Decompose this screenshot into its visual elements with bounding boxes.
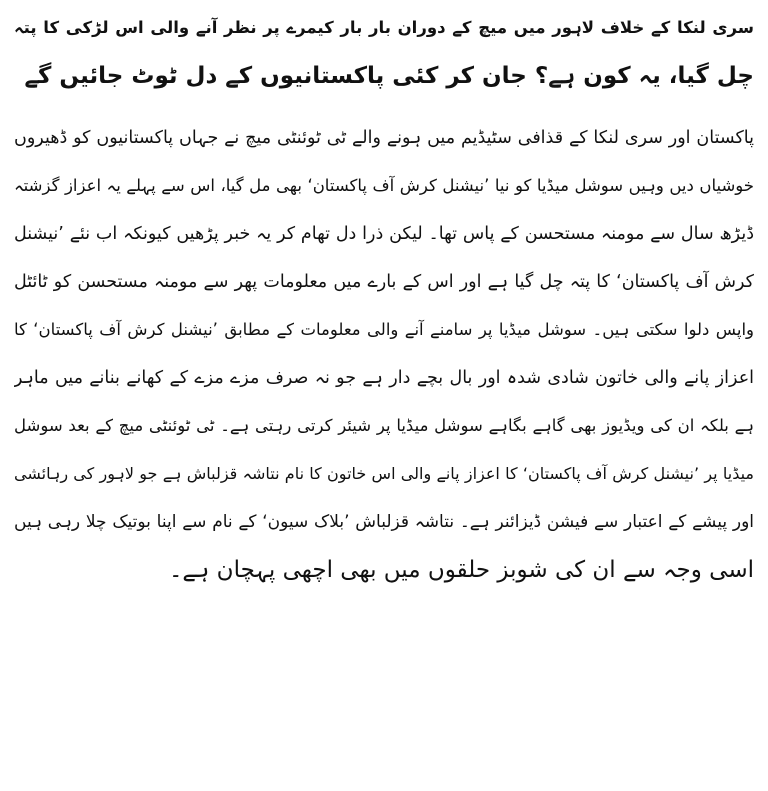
body-line: ہے بلکہ ان کی ویڈیوز بھی گاہے بگاہے سوشل میڈیا پر شیئر کرتی رہتی ہے۔ ٹی ٹوئنٹی میچ کے بعد سوشل xyxy=(14,416,754,435)
body-line: اور پیشے کے اعتبار سے فیشن ڈیزائنر ہے۔ نتاشہ قزلباش ’بلاک سیون‘ کے نام سے اپنا بوتیک چلا رہی ہیں xyxy=(14,512,754,532)
article-headline xyxy=(14,4,754,100)
article-body xyxy=(14,114,754,594)
body-line: واپس دلوا سکتی ہیں۔ سوشل میڈیا پر سامنے آنے والی معلومات کے مطابق ’نیشنل کرش آف پاکستان‘ کا xyxy=(14,320,754,339)
body-line: ڈیڑھ سال سے مومنہ مستحسن کے پاس تھا۔ لیکن ذرا دل تھام کر یہ خبر پڑھیں کیونکہ اب نئے ’نیشنل xyxy=(14,224,754,244)
body-line: اعزاز پانے والی خاتون شادی شدہ اور بال بچے دار ہے جو نہ صرف مزے مزے کے کھانے بنانے میں ماہر xyxy=(14,368,754,388)
body-line: اسی وجہ سے ان کی شوبز حلقوں میں بھی اچھی پہچان ہے۔ xyxy=(168,557,754,583)
body-line: خوشیاں دیں وہیں سوشل میڈیا کو نیا ’نیشنل کرش آف پاکستان‘ بھی مل گیا، اس سے پہلے یہ اعزاز گزشتہ xyxy=(14,176,754,195)
headline-line: چل گیا، یہ کون ہے؟ جان کر کئی پاکستانیوں کے دل ٹوٹ جائیں گے xyxy=(24,63,754,89)
body-line: کرش آف پاکستان‘ کا پتہ چل گیا ہے اور اس کے بارے میں معلومات پھر سے مومنہ مستحسن کو ٹائٹل xyxy=(14,272,754,292)
body-line: پاکستان اور سری لنکا کے قذافی سٹیڈیم میں ہونے والے ٹی ٹوئنٹی میچ نے جہاں پاکستانیوں کو ڈھیروں xyxy=(14,128,754,148)
body-line: میڈیا پر ’نیشنل کرش آف پاکستان‘ کا اعزاز پانے والی اس خاتون کا نام نتاشہ قزلباش ہے جو لاہور کی رہائشی xyxy=(14,464,754,483)
headline-line: سری لنکا کے خلاف لاہور میں میچ کے دوران بار بار کیمرے پر نظر آنے والی اس لڑکی کا پتہ xyxy=(14,18,754,37)
